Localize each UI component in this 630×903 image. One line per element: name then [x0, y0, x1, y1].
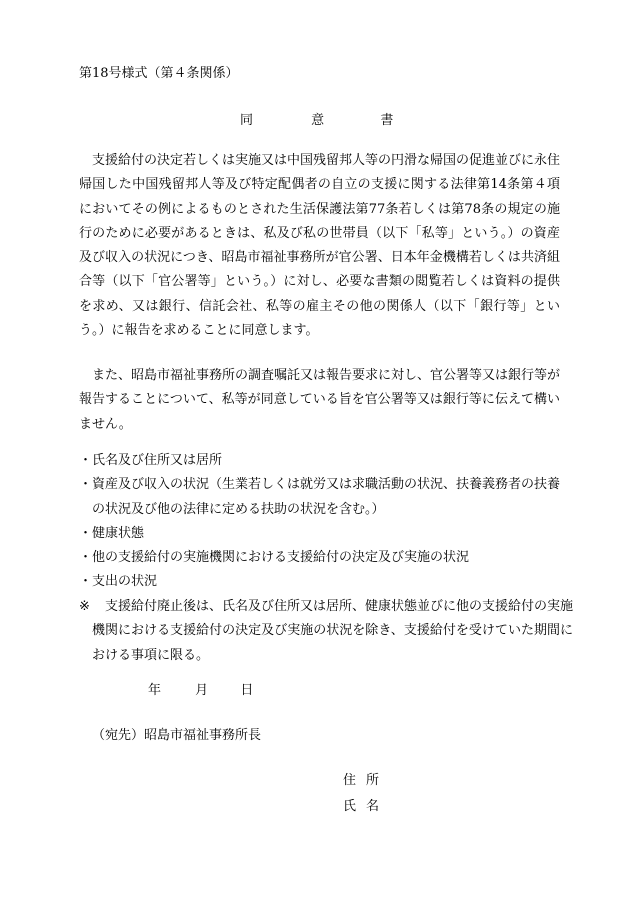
note-mark: ※ — [79, 599, 90, 614]
consent-paragraph: 支援給付の決定若しくは実施又は中国残留邦人等の円滑な帰国の促進並びに永住帰国した中国残留邦人等及び特定配偶者の自立の支援に関する法律第14条第４項においてその例によるものとされた生活保護法第77条若しくは第78条の規定の施行のために必要があるときは、私及び私の世帯員（以下「私等」という。）の資産及び収入の状況につき、昭島市福祉事務所が官公署、日本年金機構若しくは共済組合等（以下「官公署等」という。）に対し、必要な書類の閲覧若しくは資料の提供を求め、又は銀行、信託会社、私等の雇主その他の関係人（以下「銀行等」という。）に報告を求めることに同意します。 — [79, 153, 561, 339]
name-label: 氏名 — [343, 799, 390, 814]
note — [79, 595, 573, 668]
list-item: ・他の支援給付の実施機関における支援給付の決定及び実施の状況 — [79, 550, 470, 566]
document-title — [240, 112, 393, 130]
list-item: ・氏名及び住所又は居所 — [79, 453, 223, 468]
date-year-label: 年 — [148, 683, 162, 698]
title-char-1: 同 — [240, 113, 254, 128]
address-label: 住所 — [343, 773, 390, 788]
reporting-items-list — [79, 449, 564, 595]
date-month-label: 月 — [195, 683, 209, 698]
note-text: 支援給付廃止後は、氏名及び住所又は居所、健康状態並びに他の支援給付の実施機関における支援給付の決定及び実施の状況を除き、支援給付を受けていた期間における事項に限る。 — [92, 599, 574, 663]
form-number: 第18号様式（第４条関係） — [79, 66, 239, 81]
list-item: ・資産及び収入の状況（生業若しくは就労又は求職活動の状況、扶養義務者の扶養の状況及び他の法律に定める扶助の状況を含む。） — [79, 477, 561, 517]
list-item: ・支出の状況 — [79, 574, 158, 590]
date-line — [148, 682, 253, 700]
list-item: ・健康状態 — [79, 525, 145, 541]
title-char-2: 意 — [311, 113, 325, 128]
date-day-label: 日 — [240, 683, 254, 698]
addressee: （宛先）昭島市福祉事務所長 — [92, 728, 262, 743]
reporting-paragraph: また、昭島市福祉事務所の調査嘱託又は報告要求に対し、官公署等又は銀行等が報告することについて、私等が同意している旨を官公署等又は銀行等に伝えて構いません。 — [79, 368, 561, 432]
title-char-3: 書 — [380, 113, 394, 128]
